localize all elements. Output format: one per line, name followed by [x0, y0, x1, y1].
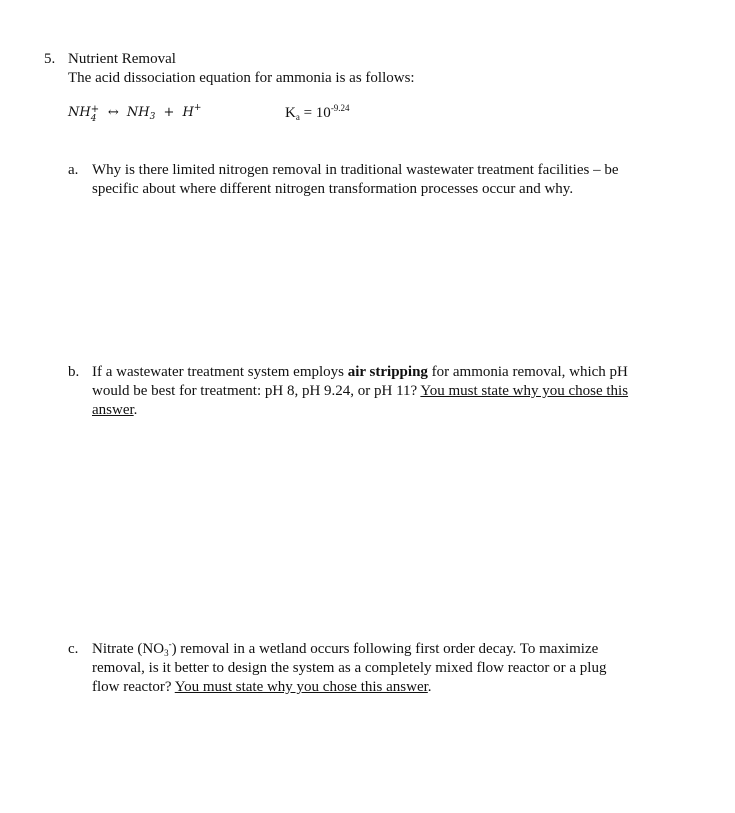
- ammonia-symbol: NH: [126, 105, 150, 120]
- question-title: Nutrient Removal: [68, 51, 176, 67]
- part-c-letter: c.: [68, 641, 79, 657]
- part-b-letter: b.: [68, 364, 80, 380]
- part-a-letter: a.: [68, 162, 79, 178]
- part-b-line-2: would be best for treatment: pH 8, pH 9.24, or pH 11? You must state why you chose this: [92, 383, 629, 399]
- question-number: 5.: [44, 51, 56, 67]
- hydrogen-ion-symbol: H: [182, 105, 194, 120]
- part-a-line-1: Why is there limited nitrogen removal in traditional wastewater treatment facilities – be: [92, 162, 619, 178]
- ka-value: $K_a = 10^{-9.24}$: [285, 103, 350, 122]
- ammonium-symbol: NH: [68, 105, 91, 120]
- acid-dissociation-equation: NH + 4 ↔ $NH_3 + H^+$: [68, 103, 202, 124]
- part-c-line-2: removal, is it better to design the system as a completely mixed flow reactor or a plug: [92, 660, 607, 676]
- ammonium-charge: + 4: [90, 104, 100, 124]
- part-c-line-1: Nitrate $(NO_3^-)$ removal in a wetland occurs following first order decay. To maximize: [92, 639, 599, 658]
- air-stripping-term: air stripping: [347, 364, 428, 380]
- part-b-line-1: If a wastewater treatment system employs air stripping for ammonia removal, which pH: [92, 364, 628, 380]
- question-intro: The acid dissociation equation for ammonia is as follows:: [68, 70, 415, 86]
- plus-sign: +: [163, 105, 175, 120]
- part-b-line-3: answer.: [92, 402, 138, 418]
- equilibrium-arrow-icon: ↔: [107, 105, 119, 120]
- part-a-line-2: specific about where different nitrogen transformation processes occur and why.: [92, 181, 574, 197]
- part-c-line-3: flow reactor? You must state why you chose this answer.: [92, 679, 432, 695]
